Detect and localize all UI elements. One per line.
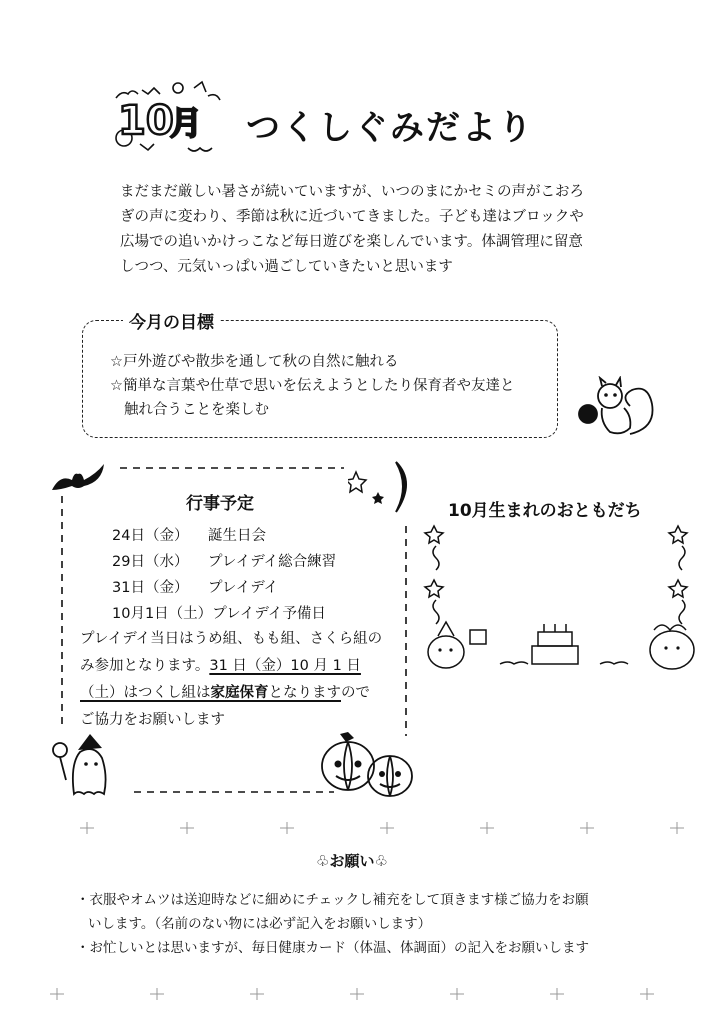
- birthday-title: 10月生まれのおともだち: [448, 501, 642, 521]
- sparkle-icon: [40, 986, 690, 1002]
- ghost-illustration: [50, 730, 118, 798]
- note-line: ご協力をお願いします: [80, 712, 225, 728]
- events-title: 行事予定: [186, 494, 254, 514]
- event-name: 誕生日会: [208, 528, 266, 544]
- event-name: プレイデイ総合練習: [208, 554, 337, 570]
- squirrel-illustration: [574, 376, 660, 442]
- event-row: [112, 523, 336, 549]
- event-date: 31日（金）: [112, 580, 189, 596]
- goals-list: [110, 350, 515, 422]
- sparkle-icon: [40, 820, 690, 836]
- event-date: 10月1日（土）: [112, 606, 213, 622]
- bat-illustration: [50, 462, 106, 496]
- sparkle-divider: [40, 986, 690, 1002]
- birthday-decor: [420, 520, 720, 680]
- month-kanji: 月: [170, 104, 203, 142]
- intro-line: 広場での追いかけっこなど毎日遊びを楽しんでいます。体調管理に留意: [120, 234, 583, 250]
- pumpkin-icon: [318, 730, 418, 802]
- note-line: [80, 680, 382, 707]
- note-line: プレイデイ当日はうめ組、もも組、さくら組の: [80, 631, 383, 647]
- month-number: 10: [118, 98, 174, 144]
- events-note: [80, 626, 382, 734]
- requests-list: [76, 888, 589, 960]
- request-item: ・お忙しいとは思いますが、毎日健康カード（体温、体調面）の記入をお願いします: [76, 940, 589, 956]
- newsletter-title: つくしぐみだより: [246, 108, 534, 148]
- birthday-frame: [420, 520, 720, 680]
- intro-line: ぎの声に変わり、季節は秋に近づいてきました。子ども達はブロックや: [120, 209, 584, 225]
- month-badge: [108, 78, 226, 158]
- intro-line: まだまだ厳しい暑さが続いていますが、いつのまにかセミの声がこおろ: [120, 184, 584, 200]
- event-name: プレイデイ予備日: [212, 606, 326, 622]
- note-text: ので: [341, 685, 370, 701]
- squirrel-icon: [574, 376, 660, 442]
- note-line: [80, 653, 382, 680]
- event-name: プレイデイ: [208, 580, 279, 596]
- goals-title: 今月の目標: [123, 308, 220, 333]
- goal-item: ☆簡単な言葉や仕草で思いを伝えようとしたり保育者や友達と: [110, 378, 515, 394]
- moon-illustration: [348, 458, 418, 518]
- intro-paragraph: [120, 180, 620, 280]
- note-text: み参加となります。: [80, 658, 210, 674]
- note-underlined-date: 31 日（金）10 月 1 日: [209, 658, 361, 674]
- event-row: [112, 575, 336, 601]
- event-row: [112, 601, 336, 627]
- ghost-icon: [50, 730, 118, 798]
- moon-icon: [348, 458, 418, 518]
- note-underlined-text: （土）はつくし組は: [80, 685, 211, 701]
- month-badge-art: [108, 78, 226, 158]
- request-item: いします。（名前のない物には必ず記入をお願いします）: [88, 916, 432, 932]
- pumpkins-illustration: [318, 730, 418, 802]
- sparkle-divider: [40, 820, 690, 836]
- event-date: 29日（水）: [112, 554, 189, 570]
- events-list: [112, 523, 336, 627]
- request-item: ・衣服やオムツは送迎時などに細めにチェックし補充をして頂きます様ご協力をお願: [76, 892, 589, 908]
- event-row: [112, 549, 336, 575]
- goal-item: 触れ合うことを楽しむ: [124, 402, 269, 418]
- note-underlined-text: となります: [268, 685, 341, 701]
- intro-line: しつつ、元気いっぱい過ごしていきたいと思います: [120, 259, 453, 275]
- requests-title: ♧お願い♧: [316, 852, 388, 870]
- event-date: 24日（金）: [112, 528, 189, 544]
- goal-item: ☆戸外遊びや散歩を通して秋の自然に触れる: [110, 354, 399, 370]
- bat-icon: [50, 462, 106, 496]
- note-home-care: 家庭保育: [210, 685, 269, 701]
